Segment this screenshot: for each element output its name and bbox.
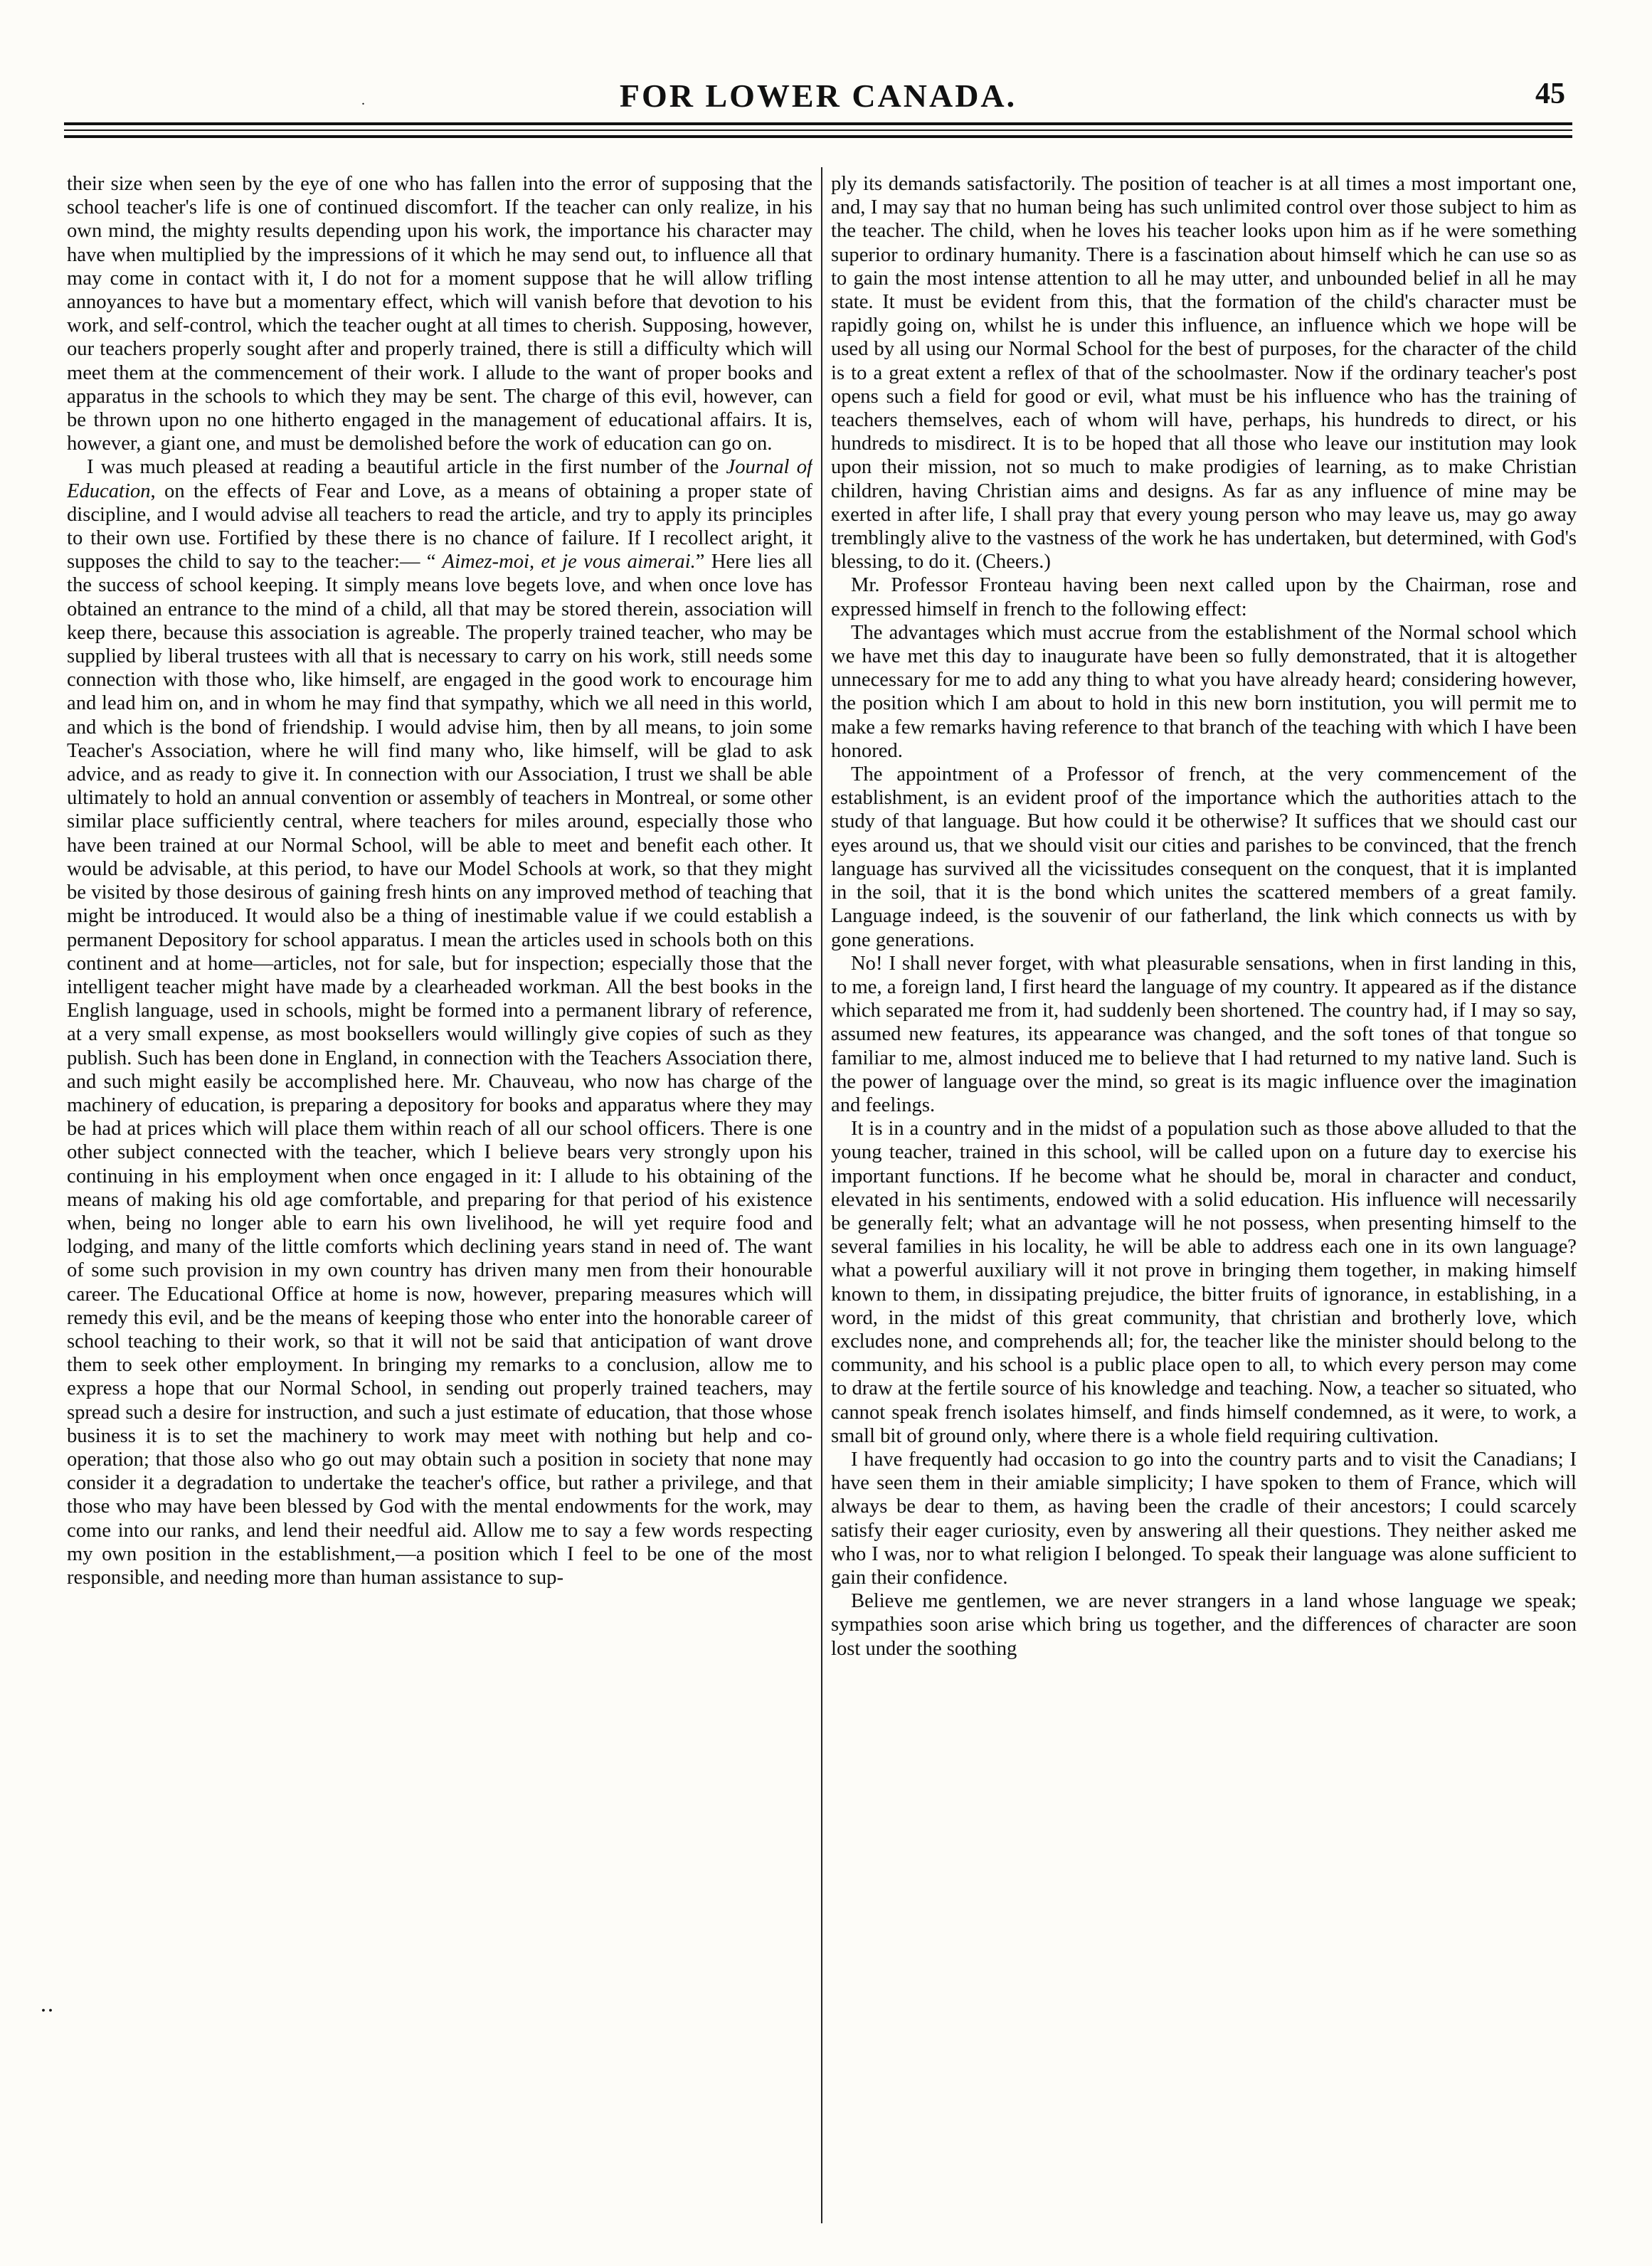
journal-title: Journal of Education [67, 456, 812, 502]
header-rule-top [64, 122, 1572, 125]
left-paragraph-2-text-c: ” Here lies all the success of school keeping. It simply means love begets love, and when once love has obtained an entrance to the mind of a child, all that may be stored therein, association will keep there, because this association is agreable. The properly trained teacher, who may be supplied by liberal trustees with all that is necessary to carry on his work, still needs some connection with those who, like himself, are engaged in the good work to encourage him and lead him on, and in whom he may find that sympathy, which we all need in this world, and which is the bond of friendship. I would advise him, then by all means, to join some Teacher's Association, where he will find many who, like himself, will be glad to ask advice, and as ready to give it. In connection with our Association, I trust we shall be able ultimately to hold an annual convention or assembly of teachers in Montreal, or some other similar place sufficiently central, where teachers for miles around, especially those who have been trained at our Normal School, will be able to meet and benefit each other. It would be advisable, at this period, to have our Model Schools at work, so that they might be visited by those desirous of gaining fresh hints on any improved method of teaching that might be introduced. It would also be a thing of inestimable value if we could establish a permanent Depository for school apparatus. I mean the articles used in schools both on this continent and at home—articles, not for sale, but for inspection; especially those that the intelligent teacher might have made by a clearheaded workman. All the best books in the English language, used in schools, might be formed into a permanent library of reference, at a very small expense, as most booksellers would willingly give copies of such as they publish. Such has been done in England, in connection with the Teachers Association there, and such might easily be accomplished here. Mr. Chauveau, who now has charge of the machinery of education, is preparing a depository for books and apparatus where they may be had at prices which will place them within reach of all our school officers. There is one other subject connected with the teacher, which I believe bears very strongly upon his continuing in his employment when once engaged in it: I allude to his obtaining of the means of making his old age comfortable, and preparing for that period of his existence when, being no longer able to earn his own livelihood, he will yet require food and lodging, and many of the little comforts which declining years stand in need of. The want of some such provision in my own country has driven many men from their honourable career. The Educational Office at home is now, however, preparing measures which will remedy this evil, and be the means of keeping those who enter into the honorable career of school teaching to their work, so that it will not be said that anticipation of want drove them to seek other employment. In bringing my remarks to a conclusion, allow me to express a hope that our Normal School, in sending out properly trained teachers, may spread such a desire for instruction, and such a just estimate of education, that those whose business it is to set the machinery to work may meet with nothing but help and co-operation; that those also who go out may obtain such a position in society that none may consider it a degradation to undertake the teacher's office, but rather a privilege, and that those who may have been blessed by God with the mental endowments for the work, may come into our ranks, and lend their needful aid. Allow me to say a few words respecting my own position in the establishment,—a position which I feel to be one of the most responsible, and needing more than human assistance to sup- [67, 551, 812, 1589]
margin-mark: ‥ [40, 1993, 55, 2016]
column-divider [821, 167, 822, 2223]
running-header [64, 77, 1572, 134]
right-paragraph-5: No! I shall never forget, with what pleasurable sensations, when in first landing in this, to me, a foreign land, I first heard the language of my country. It appeared as if the distance which separated me from it, had suddenly been shortened. The country had, if I may so say, assumed new features, its appearance was changed, and the soft tones of that tongue so familiar to me, almost induced me to believe that I had returned to my native land. Such is the power of language over the mind, so great is its magic influence over the imagination and feelings. [831, 952, 1577, 1116]
left-paragraph-2 [67, 455, 812, 1589]
right-paragraph-1: ply its demands satisfactorily. The position of teacher is at all times a most important one, and, I may say that no human being has such unlimited control over those subject to him as the teacher. The child, when he loves his teacher looks upon him as if he were something superior to ordinary humanity. There is a fascination about himself which he can use so as to gain the most intense attention to all he may utter, and unbounded belief in all he may state. It must be evident from this, that the formation of the child's character must be rapidly going on, whilst he is under this influence, an influence which we hope will be used by all using our Normal School for the best of purposes, for the character of the child is to a great extent a reflex of that of the schoolmaster. Now if the ordinary teacher's post opens such a field for good or evil, what must be his influence who has the training of teachers themselves, each of whom will have, perhaps, his hundreds to direct, or his hundreds to misdirect. It is to be hoped that all those who leave our institution may look upon their mission, not so much to make prodigies of learning, as to make Christian children, having Christian aims and designs. As far as any influence of mine may be exerted in after life, I shall pray that every young person who may leave us, may go away tremblingly alive to the vastness of the work he has undertaken, but determined, with God's blessing, to do it. (Cheers.) [831, 173, 1577, 573]
left-paragraph-2-text-a: I was much pleased at reading a beautiful article in the first number of the [87, 456, 726, 479]
left-paragraph-2-text-b: , on the effects of Fear and Love, as a means of obtaining a proper state of discipline, and I would advise all teachers to read the article, and try to apply its principles to their own use. Fortified by these there is no chance of failure. If I recollect aright, it supposes the child to say to the teacher:— “ [67, 480, 812, 573]
right-paragraph-2: Mr. Professor Fronteau having been next called upon by the Chairman, rose and expressed himself in french to the following effect: [831, 574, 1577, 620]
right-paragraph-4: The appointment of a Professor of french, at the very commencement of the establishment, is an evident proof of the importance which the authorities attach to the study of that language. But how could it be otherwise? It suffices that we should cast our eyes around us, that we should visit our cities and parishes to be convinced, that the french language has survived all the vicissitudes consequent on the conquest, that it is implanted in the soil, that it is the bond which unites the scattered members of a great family. Language indeed, is the souvenir of our fatherland, the link which connects us with by gone generations. [831, 763, 1577, 951]
header-rule-bottom [64, 135, 1572, 138]
left-column [67, 172, 812, 2221]
right-paragraph-7: I have frequently had occasion to go into the country parts and to visit the Canadians; I have seen them in their amiable simplicity; I have spoken to them of France, which will always be dear to them, as having been the cradle of their ancestors; I could scarcely satisfy their eager curiosity, even by answering all their questions. They neither asked me who I was, nor to what religion I belonged. To speak their language was alone sufficient to gain their confidence. [831, 1448, 1577, 1589]
right-paragraph-6: It is in a country and in the midst of a population such as those above alluded to that the young teacher, trained in this school, will be called upon on a future day to exercise his important functions. If he become what he should be, moral in character and conduct, elevated in his sentiments, endowed with a solid education. His influence will necessarily be generally felt; what an advantage will he not possess, when presenting himself to the several families in his locality, he will be able to address each one in its own language? what a powerful auxiliary will it not prove in bringing them together, in making himself known to them, in dissipating prejudice, the bitter fruits of ignorance, in establishing, in a word, in the midst of this great community, that christian and brotherly love, which excludes none, and comprehends all; for, the teacher like the minister should belong to the community, and his school is a public place open to all, to which every person may come to draw at the fertile source of his knowledge and teaching. Now, a teacher so situated, who cannot speak french isolates himself, and finds himself condemned, as it were, to work, a small bit of ground only, where there is a whole field requiring cultivation. [831, 1118, 1577, 1447]
left-paragraph-1: their size when seen by the eye of one who has fallen into the error of supposing that the school teacher's life is one of continued discomfort. If the teacher can only realize, in his own mind, the mighty results depending upon his work, the importance his character may have when multiplied by the impressions of it which he may send out, to influence all that may come in contact with it, I do not for a moment suppose that he will allow trifling annoyances to have but a momentary effect, which will vanish before that devotion to his work, and self-control, which the teacher ought at all times to cherish. Supposing, however, our teachers properly sought after and properly trained, there is still a difficulty which will meet them at the commencement of their work. I allude to the want of proper books and apparatus in the schools to which they may be sent. The charge of this evil, however, can be thrown upon no one hitherto engaged in the management of educational affairs. It is, however, a giant one, and must be demolished before the work of education can go on. [67, 173, 812, 455]
right-paragraph-3: The advantages which must accrue from the establishment of the Normal school which we have met this day to inaugurate have been so fully demonstrated, that it is altogether unnecessary for me to add any thing to what you have already heard; considering however, the position which I am about to hold in this new born institution, you will permit me to make a few remarks having reference to that branch of the teaching with which I have been honored. [831, 621, 1577, 762]
page-number: 45 [1535, 78, 1565, 110]
french-quote: Aimez-moi, et je vous aimerai. [442, 551, 696, 573]
right-column [831, 172, 1577, 2221]
header-rule-middle [64, 129, 1572, 131]
right-paragraph-8: Believe me gentlemen, we are never strangers in a land whose language we speak; sympathies soon arise which bring us together, and the differences of character are soon lost under the soothing [831, 1590, 1577, 1660]
running-title: FOR LOWER CANADA. [619, 78, 1017, 114]
stray-dot: . [361, 92, 365, 108]
